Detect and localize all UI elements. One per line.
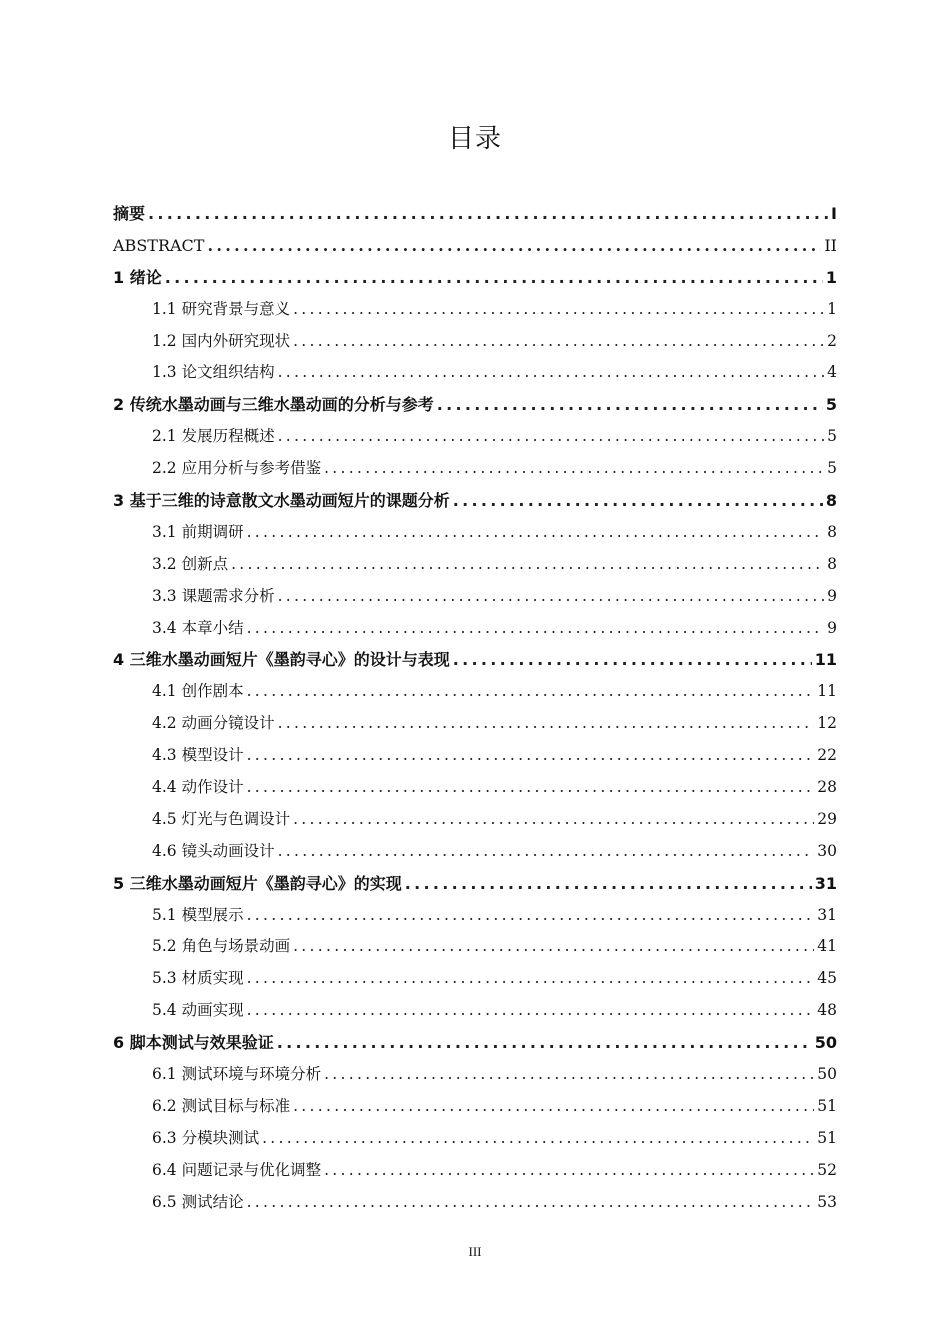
toc-entry-label: 3 基于三维的诗意散文水墨动画短片的课题分析 — [113, 491, 450, 511]
toc-entry-label: 4.5 灯光与色调设计 — [152, 809, 291, 828]
toc-dot-leader — [207, 230, 821, 262]
toc-section-entry[interactable] — [113, 613, 837, 645]
page-title: 目录 — [447, 124, 502, 154]
toc-chapter-entry[interactable] — [113, 644, 837, 676]
toc-dot-leader — [293, 931, 814, 963]
toc-section-entry[interactable] — [113, 294, 837, 326]
toc-entry-page: 31 — [814, 873, 837, 893]
toc-entry-page: 51 — [817, 1128, 837, 1147]
toc-entry-page: 53 — [817, 1192, 837, 1211]
toc-entry-page: 9 — [827, 618, 837, 637]
toc-entry-label: 5.3 材质实现 — [152, 969, 244, 988]
toc-entry-label: 6.1 测试环境与环境分析 — [152, 1065, 322, 1084]
toc-entry-label: 2 传统水墨动画与三维水墨动画的分析与参考 — [113, 395, 434, 415]
toc-section-entry[interactable] — [113, 453, 837, 485]
toc-dot-leader — [247, 963, 815, 995]
toc-entry-label: 3.4 本章小结 — [152, 618, 244, 637]
toc-dot-leader — [165, 262, 823, 294]
toc-section-entry[interactable] — [113, 517, 837, 549]
toc-entry-page: 52 — [817, 1160, 837, 1179]
toc-entry-label: 5 三维水墨动画短片《墨韵寻心》的实现 — [113, 873, 402, 893]
toc-entry-page: 41 — [817, 937, 837, 956]
toc-entry-label: 4.4 动作设计 — [152, 778, 244, 797]
toc-entry-label: 4.2 动画分镜设计 — [152, 714, 275, 733]
toc-entry-page: 22 — [817, 746, 837, 765]
toc-section-entry[interactable] — [113, 740, 837, 772]
toc-entry-label: 6.4 问题记录与优化调整 — [152, 1160, 322, 1179]
toc-entry-label: 3.1 前期调研 — [152, 522, 244, 541]
toc-entry-label: 5.2 角色与场景动画 — [152, 937, 291, 956]
toc-section-entry[interactable] — [113, 1155, 837, 1187]
toc-dot-leader — [247, 613, 825, 645]
toc-entry-page: 50 — [814, 1033, 837, 1053]
toc-dot-leader — [453, 485, 823, 517]
toc-section-entry[interactable] — [113, 1091, 837, 1123]
table-of-contents — [113, 198, 837, 1219]
toc-chapter-entry[interactable] — [113, 230, 837, 262]
toc-chapter-entry[interactable] — [113, 485, 837, 517]
toc-entry-label: 3.2 创新点 — [152, 554, 229, 573]
toc-section-entry[interactable] — [113, 804, 837, 836]
toc-entry-page: 1 — [827, 299, 837, 318]
toc-section-entry[interactable] — [113, 900, 837, 932]
toc-entry-page: 8 — [825, 491, 837, 511]
toc-entry-page: 51 — [817, 1096, 837, 1115]
toc-entry-label: 5.4 动画实现 — [152, 1001, 244, 1020]
toc-dot-leader — [247, 900, 815, 932]
toc-entry-page: 28 — [817, 778, 837, 797]
toc-entry-page: 48 — [817, 1001, 837, 1020]
toc-entry-label: 摘要 — [113, 204, 146, 223]
toc-entry-page: 8 — [827, 554, 837, 573]
toc-dot-leader — [437, 389, 823, 421]
toc-entry-page: 5 — [825, 395, 837, 415]
toc-entry-page: 50 — [817, 1065, 837, 1084]
toc-dot-leader — [262, 1123, 814, 1155]
toc-entry-label: 2.2 应用分析与参考借鉴 — [152, 459, 322, 478]
toc-dot-leader — [247, 517, 825, 549]
toc-chapter-entry[interactable] — [113, 198, 837, 230]
toc-section-entry[interactable] — [113, 1059, 837, 1091]
toc-entry-label: 4 三维水墨动画短片《墨韵寻心》的设计与表现 — [113, 650, 450, 670]
toc-dot-leader — [148, 198, 828, 230]
toc-chapter-entry[interactable] — [113, 868, 837, 900]
toc-section-entry[interactable] — [113, 357, 837, 389]
toc-dot-leader — [231, 549, 824, 581]
toc-entry-page: 11 — [817, 682, 837, 701]
toc-dot-leader — [247, 1187, 815, 1219]
toc-dot-leader — [247, 772, 815, 804]
toc-section-entry[interactable] — [113, 931, 837, 963]
toc-entry-label: 1 绪论 — [113, 267, 162, 287]
toc-entry-label: 4.3 模型设计 — [152, 746, 244, 765]
toc-dot-leader — [278, 708, 815, 740]
toc-entry-label: 6.2 测试目标与标准 — [152, 1096, 291, 1115]
toc-entry-label: 4.1 创作剧本 — [152, 682, 244, 701]
toc-section-entry[interactable] — [113, 772, 837, 804]
toc-dot-leader — [293, 804, 814, 836]
toc-dot-leader — [293, 294, 824, 326]
toc-entry-label: 1.2 国内外研究现状 — [152, 331, 291, 350]
toc-dot-leader — [278, 581, 825, 613]
toc-entry-page: 4 — [827, 363, 837, 382]
toc-section-entry[interactable] — [113, 1187, 837, 1219]
toc-entry-page: 31 — [817, 905, 837, 924]
toc-section-entry[interactable] — [113, 581, 837, 613]
toc-dot-leader — [247, 740, 815, 772]
toc-chapter-entry[interactable] — [113, 262, 837, 294]
toc-dot-leader — [293, 326, 824, 358]
toc-section-entry[interactable] — [113, 676, 837, 708]
toc-entry-label: 1.1 研究背景与意义 — [152, 299, 291, 318]
toc-section-entry[interactable] — [113, 549, 837, 581]
toc-entry-page: 29 — [817, 809, 837, 828]
toc-entry-page: 2 — [827, 331, 837, 350]
toc-entry-label: 6.5 测试结论 — [152, 1192, 244, 1211]
toc-section-entry[interactable] — [113, 421, 837, 453]
toc-dot-leader — [277, 1027, 812, 1059]
toc-section-entry[interactable] — [113, 963, 837, 995]
toc-entry-label: 3.3 课题需求分析 — [152, 586, 275, 605]
toc-dot-leader — [324, 1155, 814, 1187]
toc-dot-leader — [247, 676, 815, 708]
toc-dot-leader — [278, 421, 825, 453]
toc-entry-page: I — [831, 204, 837, 223]
toc-chapter-entry[interactable] — [113, 389, 837, 421]
toc-section-entry[interactable] — [113, 326, 837, 358]
toc-entry-label: 2.1 发展历程概述 — [152, 427, 275, 446]
toc-entry-label: 5.1 模型展示 — [152, 905, 244, 924]
toc-entry-label: 1.3 论文组织结构 — [152, 363, 275, 382]
toc-entry-page: 5 — [827, 459, 837, 478]
toc-entry-page: II — [824, 235, 837, 255]
toc-dot-leader — [278, 836, 815, 868]
toc-section-entry[interactable] — [113, 1123, 837, 1155]
toc-section-entry[interactable] — [113, 836, 837, 868]
toc-section-entry[interactable] — [113, 708, 837, 740]
toc-dot-leader — [293, 1091, 814, 1123]
toc-entry-page: 8 — [827, 522, 837, 541]
toc-section-entry[interactable] — [113, 995, 837, 1027]
toc-entry-page: 12 — [817, 714, 837, 733]
toc-dot-leader — [324, 453, 824, 485]
toc-dot-leader — [453, 644, 812, 676]
toc-entry-label: 6 脚本测试与效果验证 — [113, 1033, 274, 1053]
toc-entry-page: 9 — [827, 586, 837, 605]
toc-entry-page: 45 — [817, 969, 837, 988]
toc-entry-page: 30 — [817, 841, 837, 860]
toc-dot-leader — [324, 1059, 814, 1091]
toc-entry-label: 6.3 分模块测试 — [152, 1128, 260, 1147]
toc-entry-page: 1 — [825, 267, 837, 287]
toc-dot-leader — [247, 995, 815, 1027]
toc-entry-label: 4.6 镜头动画设计 — [152, 841, 275, 860]
page-number: III — [468, 1244, 482, 1259]
toc-chapter-entry[interactable] — [113, 1027, 837, 1059]
toc-dot-leader — [278, 357, 825, 389]
toc-dot-leader — [405, 868, 812, 900]
toc-entry-page: 5 — [827, 427, 837, 446]
toc-entry-label: ABSTRACT — [113, 235, 205, 255]
toc-entry-page: 11 — [814, 650, 837, 670]
